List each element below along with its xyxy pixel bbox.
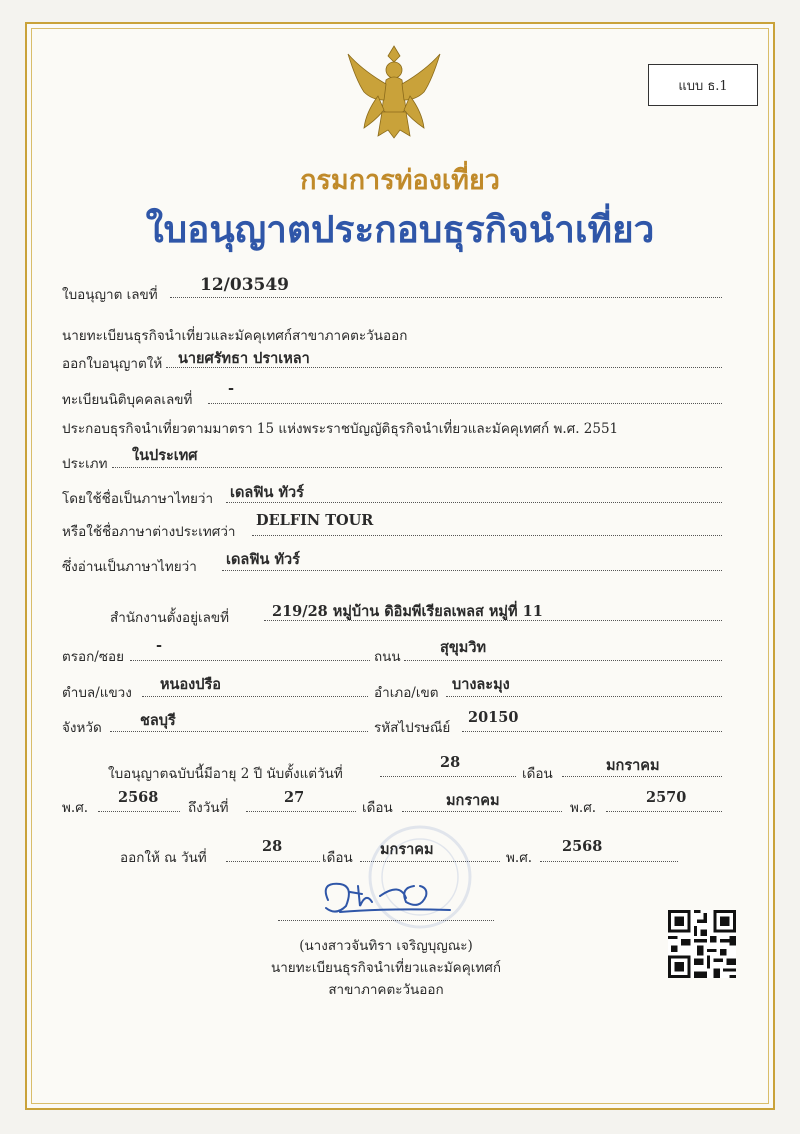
end-day-dotline <box>246 811 356 812</box>
thai-name-label: โดยใช้ชื่อเป็นภาษาไทยว่า <box>62 491 214 507</box>
road-value: สุขุมวิท <box>440 639 487 656</box>
office-label: สำนักงานตั้งอยู่เลขที่ <box>110 610 230 626</box>
start-day-value: 28 <box>440 754 461 771</box>
start-year-dotline <box>98 811 180 812</box>
start-month-value: มกราคม <box>606 757 660 774</box>
issue-day-dotline <box>226 861 320 862</box>
form-code: แบบ ธ.1 <box>678 78 728 94</box>
juristic-no-dotline <box>208 403 722 404</box>
issue-month-value: มกราคม <box>380 841 434 858</box>
license-no-dotline <box>170 297 722 298</box>
end-day-value: 27 <box>284 789 305 806</box>
garuda-emblem-icon <box>342 40 446 144</box>
issued-to-label: ออกใบอนุญาตให้ <box>62 356 163 372</box>
alley-value: - <box>156 637 163 654</box>
until-label: ถึงวันที่ <box>188 800 229 816</box>
postcode-dotline <box>462 731 722 732</box>
license-no-value: 12/03549 <box>200 275 290 295</box>
thai-name-value: เดลฟิน ทัวร์ <box>230 484 304 501</box>
end-year-label: พ.ศ. <box>570 800 597 816</box>
category-value: ในประเทศ <box>132 447 198 464</box>
end-month-value: มกราคม <box>446 792 500 809</box>
signatory-branch: สาขาภาคตะวันออก <box>328 982 444 998</box>
district-dotline <box>446 696 722 697</box>
issue-year-label: พ.ศ. <box>506 850 533 866</box>
issue-year-value: 2568 <box>562 838 603 855</box>
signature-dotline <box>278 920 494 921</box>
start-year-value: 2568 <box>118 789 159 806</box>
issue-year-dotline <box>540 861 678 862</box>
office-value: 219/28 หมู่บ้าน ดิอิมพีเรียลเพลส หมู่ที่ 11 <box>272 603 543 620</box>
registrar-intro: นายทะเบียนธุรกิจนำเที่ยวและมัคคุเทศก์สาขาภาคตะวันออก <box>62 328 408 344</box>
valid-from-label: ใบอนุญาตฉบับนี้มีอายุ 2 ปี นับตั้งแต่วันที่ <box>108 766 343 782</box>
reading-label: ซึ่งอ่านเป็นภาษาไทยว่า <box>62 559 197 575</box>
form-code-box <box>648 64 758 106</box>
start-month-label: เดือน <box>522 766 553 782</box>
qr-code-icon <box>666 910 738 978</box>
district-value: บางละมุง <box>452 676 510 693</box>
end-year-dotline <box>606 811 722 812</box>
category-dotline <box>112 467 722 468</box>
subdistrict-label: ตำบล/แขวง <box>62 685 132 701</box>
subdistrict-value: หนองปรือ <box>160 676 221 693</box>
operate-statement: ประกอบธุรกิจนำเที่ยวตามมาตรา 15 แห่งพระราชบัญญัติธุรกิจนำเที่ยวและมัคคุเทศก์ พ.ศ. 2551 <box>62 421 619 437</box>
road-label: ถนน <box>374 649 401 665</box>
foreign-name-value: DELFIN TOUR <box>256 512 374 529</box>
foreign-name-label: หรือใช้ชื่อภาษาต่างประเทศว่า <box>62 524 236 540</box>
agency-name: กรมการท่องเที่ยว <box>300 165 500 196</box>
end-month-label: เดือน <box>362 800 393 816</box>
district-label: อำเภอ/เขต <box>374 685 439 701</box>
foreign-name-dotline <box>252 535 722 536</box>
license-no-label: ใบอนุญาต เลขที่ <box>62 287 158 303</box>
juristic-no-value: - <box>228 380 235 397</box>
road-dotline <box>404 660 722 661</box>
province-label: จังหวัด <box>62 720 102 736</box>
alley-dotline <box>130 660 370 661</box>
document-title: ใบอนุญาตประกอบธุรกิจนำเที่ยว <box>145 207 655 251</box>
issue-month-label: เดือน <box>322 850 353 866</box>
province-value: ชลบุรี <box>140 712 176 729</box>
postcode-value: 20150 <box>468 709 519 726</box>
alley-label: ตรอก/ซอย <box>62 649 125 665</box>
juristic-no-label: ทะเบียนนิติบุคคลเลขที่ <box>62 392 193 408</box>
issued-to-value: นายศรัทธา ปราเหลา <box>178 350 310 367</box>
issue-day-value: 28 <box>262 838 283 855</box>
start-year-label: พ.ศ. <box>62 800 89 816</box>
signatory-position: นายทะเบียนธุรกิจนำเที่ยวและมัคคุเทศก์ <box>270 960 502 976</box>
issued-on-label: ออกให้ ณ วันที่ <box>120 850 207 866</box>
signature-icon <box>310 872 470 922</box>
reading-value: เดลฟิน ทัวร์ <box>226 551 300 568</box>
subdistrict-dotline <box>142 696 368 697</box>
end-year-value: 2570 <box>646 789 687 806</box>
category-label: ประเภท <box>62 456 108 472</box>
postcode-label: รหัสไปรษณีย์ <box>374 720 451 736</box>
signatory-name: (นางสาวจันทิรา เจริญบุญณะ) <box>299 938 473 954</box>
start-day-dotline <box>380 776 516 777</box>
